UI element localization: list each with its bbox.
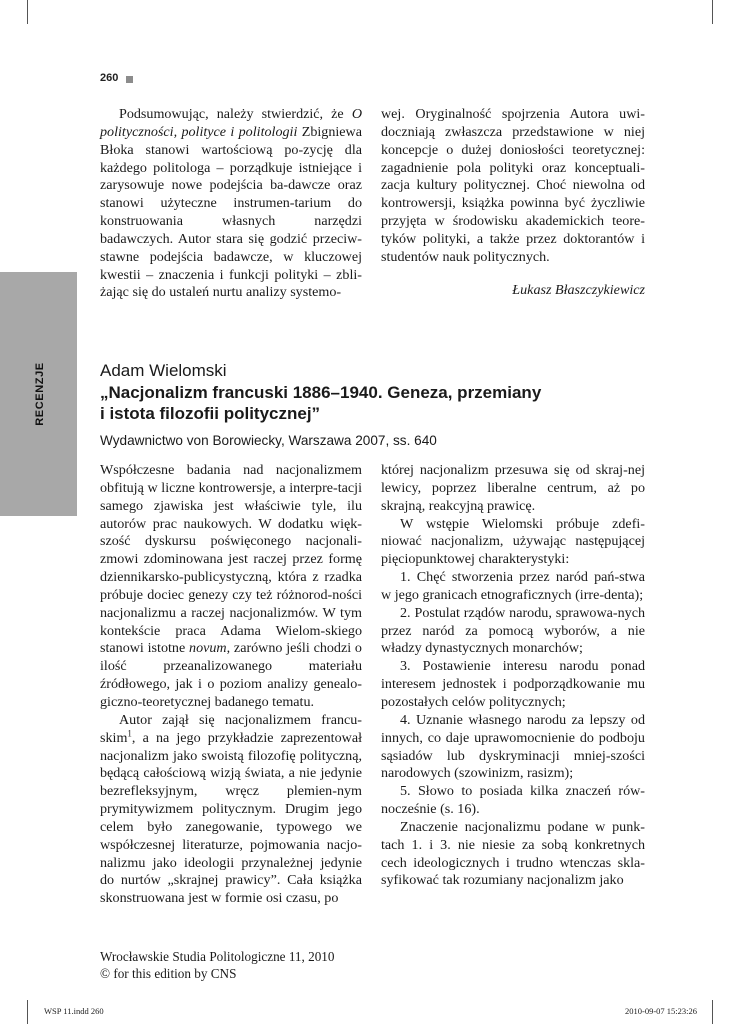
footnote-marker: 1 — [127, 727, 132, 738]
paragraph — [100, 712, 362, 908]
text-line: giczno-teoretycznej badanego tematu. — [100, 693, 315, 710]
paragraph — [381, 516, 645, 570]
page-marker-square — [126, 76, 133, 83]
crop-mark — [712, 1000, 713, 1024]
text-line: nej lewicy, poprzez liberalne centrum, aż po — [381, 462, 645, 496]
paragraph — [100, 106, 362, 302]
text-line: i studentów nauk politycznych. — [381, 230, 645, 265]
text-line: 5. Słowo to posiada kilka znaczeń rów- — [400, 783, 645, 800]
book-heading — [100, 360, 660, 450]
text-line: zagadnienie pola polityki oraz konceptuali- — [381, 159, 645, 176]
text-line: skrajną, reakcyjną prawicę. — [381, 497, 536, 514]
text-line: skim$^1$, a na jego przykładzie zaprezentował — [100, 727, 362, 746]
text-line: Znaczenie nacjonalizmu podane w punk- — [400, 818, 645, 835]
text-line: zacja kultury politycznej. Choć niewolna od — [381, 177, 645, 194]
text-line: żając się do ustaleń nurtu analizy systemo- — [100, 284, 342, 301]
text-line: od innych, co daje uprawomocnienie do — [381, 711, 645, 746]
text-line: 3. Postawienie interesu narodu ponad — [400, 658, 645, 675]
text-line: nacjonalizm jako swoistą filozofię polityczną, — [100, 747, 362, 764]
text-line: Współczesne badania nad nacjonalizmem — [100, 462, 362, 478]
text-line: tacji samego zjawiska jest właściwie tyle, ilu — [100, 479, 362, 514]
text-line: wej. Oryginalność spojrzenia Autora uwi- — [381, 106, 645, 122]
text-line: do nurtów „skrajnej prawicy”. Cała książka — [100, 872, 362, 889]
text-line: nych przez naród za pomocą wyborów, a nie — [381, 604, 645, 639]
page-number: 260 — [100, 72, 119, 84]
text-line: pięciopunktowej charakterystyki: — [381, 551, 570, 568]
paragraph — [381, 106, 645, 267]
print-slug-timestamp: 2010-09-07 15:23:26 — [625, 1006, 698, 1016]
text-line: kontrowersji, książka powinna być życzliwie — [381, 195, 645, 212]
paragraph — [100, 462, 362, 712]
paragraph — [381, 658, 645, 712]
text-line: niować nacjonalizm, używając następującej — [381, 533, 645, 550]
text-line: tyków polityki, a także przez doktorantów — [381, 230, 635, 247]
text-line: nalizmu jako ideologii przynależnej jedynie — [100, 854, 362, 871]
text-line: podboju sąsiadów lub dyskryminacji mniej- — [381, 729, 645, 764]
text-line: 4. Uznanie własnego narodu za lepszy — [400, 711, 626, 728]
crop-mark — [712, 0, 713, 24]
text-line: 1. Chęć stworzenia przez naród pań- — [400, 569, 620, 586]
print-slug-file: WSP 11.indd 260 — [44, 1006, 104, 1016]
paragraph — [381, 605, 645, 659]
paragraph — [381, 712, 645, 783]
text-line: W tym kontekście praca Adama Wielom- — [100, 604, 362, 639]
text-line: dawcze oraz stanowi użyteczne instrumen- — [100, 177, 362, 212]
text-line: władzy dynastycznych monarchów; — [381, 640, 583, 657]
text-line: Podsumowując, należy stwierdzić, że — [119, 106, 344, 122]
text-line: skonstruowana jest w formie osi czasu, po — [100, 890, 339, 907]
text-line: ności nacjonalizmu a raczej nacjonalizmów. — [100, 586, 362, 621]
text-line: autorów prac naukowych. W dodatku więk- — [100, 515, 362, 532]
crop-mark — [27, 0, 28, 24]
text-line: zmowi zdominowana jest raczej przez formę — [100, 551, 362, 568]
italic-text: novum — [189, 640, 227, 657]
text-line: syfikować tak rozumiany nacjonalizm jako — [381, 872, 624, 889]
text-line: będącą całościową wizją świata, a nie — [100, 765, 317, 782]
text-line: skiego stanowi istotne novum, zarówno jeśli — [100, 622, 362, 657]
text-line: nym prymitywizmem politycznym. Drugim — [100, 783, 362, 818]
text-line: jego celem było zanegowanie, typowego we — [100, 801, 362, 835]
book-title-line: i istota filozofii politycznej” — [100, 404, 321, 423]
text-line: szości narodowych (szowinizm, rasizm); — [381, 747, 645, 782]
text-line: tarium do konstruowania własnych narzędzi — [100, 195, 362, 230]
text-line: jedynie bezrefleksyjnym, wręcz plemien- — [100, 765, 362, 800]
text-line: 2. Postulat rządów narodu, sprawowa- — [400, 604, 618, 621]
text-line: której nacjonalizm przesuwa się od skraj- — [381, 462, 628, 478]
text-line: istniejące i zarysowuje nowe podejścia ba- — [100, 159, 362, 194]
text-line: Autor zajął się nacjonalizmem francu- — [119, 711, 362, 728]
section-label: RECENZJE — [34, 362, 46, 426]
text-line: zycję dla każdego politologa – porządkuje — [100, 141, 362, 176]
paragraph — [381, 819, 645, 890]
text-line: szość dyskursu poświęconego nacjonali- — [100, 533, 362, 550]
crop-mark — [27, 1000, 28, 1024]
text-line: W wstępie Wielomski próbuje zdefi- — [400, 515, 645, 532]
text-line: przyjęta w środowisku akademickich teore- — [381, 213, 645, 230]
text-line: chodzi o ilość przeanalizowanego materiału — [100, 640, 362, 675]
text-line: doczniają zwłaszcza przedstawione w niej — [381, 123, 645, 140]
text-line: źródłowego, jak i o poziom analizy genealo- — [100, 676, 362, 693]
text-line: kwestii – znaczenia i funkcji polityki – zbli- — [100, 266, 362, 283]
previous-review-left-column — [100, 106, 362, 302]
book-publisher: Wydawnictwo von Borowiecky, Warszawa 2007, ss. 640 — [100, 433, 437, 448]
text-line: obfitują w liczne kontrowersje, a interpre- — [100, 479, 338, 496]
text-line: mu pozostałych celów politycznych; — [381, 676, 645, 710]
book-author: Adam Wielomski — [100, 361, 227, 380]
text-line: Zbigniewa Błoka stanowi wartościową po- — [100, 123, 362, 158]
paragraph — [381, 569, 645, 605]
book-title-line: „Nacjonalizm francuski 1886–1940. Geneza, przemiany — [100, 383, 542, 402]
text-line: stawne podejścia badawcze, w kluczowej — [100, 248, 362, 265]
text-line: tach 1. i 3. nie niesie za sobą konkretnych — [381, 836, 645, 853]
copyright-notice: © for this edition by CNS — [100, 966, 237, 981]
review-signature: Łukasz Błaszczykiewicz — [512, 282, 645, 298]
text-line: nocześnie (s. 16). — [381, 801, 480, 818]
text-line: próbuje dociec genezy czy też różnorod- — [100, 586, 333, 603]
review-left-column — [100, 462, 362, 908]
journal-title: Wrocławskie Studia Politologiczne 11, 2010 — [100, 949, 335, 964]
text-line: badawczych. Autor stara się godzić przeciw- — [100, 230, 362, 247]
paragraph — [381, 783, 645, 819]
text-line: cech ideologicznych i trudno wtenczas skla- — [381, 854, 645, 871]
journal-footer — [100, 948, 334, 982]
text-line: denta); — [604, 586, 644, 603]
text-line: współczesnej literaturze, pojmowania nacjo- — [100, 836, 362, 853]
text-line: interesem jednostek i podporządkowanie — [381, 676, 621, 693]
paragraph — [381, 462, 645, 516]
review-right-column — [381, 462, 645, 890]
italic-text: O polityczności, polityce i politologii — [100, 106, 362, 140]
previous-review-right-column — [381, 106, 645, 267]
text-line: dziennikarsko-publicystyczną, która z rzadka — [100, 569, 362, 586]
text-line: stwa w jego granicach etnograficznych (irre- — [381, 569, 645, 603]
text-line: koncepcje o dużej doniosłości teoretycznej: — [381, 141, 645, 158]
